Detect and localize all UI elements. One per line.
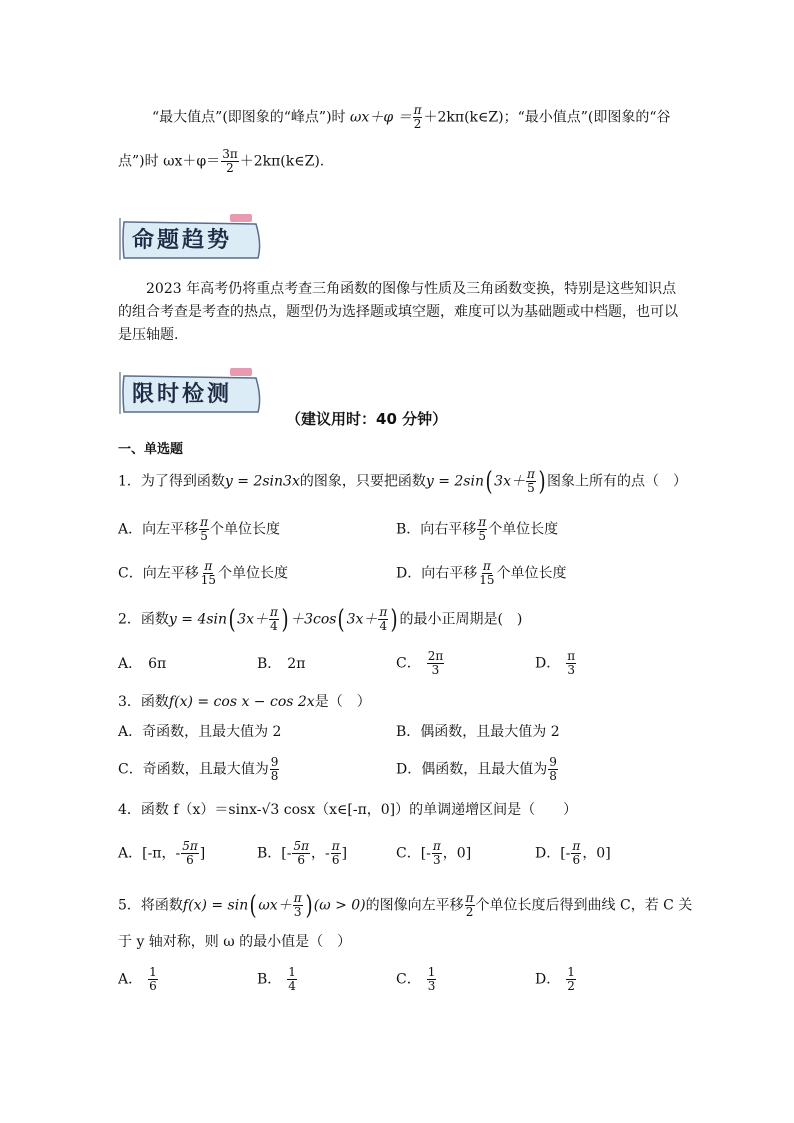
question-5-stem-line-1: 5．将函数f(x) = sin( ωx＋ $\frac{\pi}{3}$ ) (ω > 0)的图像向左平移 $\frac{\pi}{2}$ 个单位长度后得到曲线 C，若 C 关 [118, 890, 693, 921]
question-1-option-b[interactable]: B．向右平移 $\frac{\pi}{5}$ 个单位长度 [396, 515, 559, 543]
intro-text: 点”)时 ωx＋φ＝ [118, 153, 221, 170]
question-5-option-d[interactable]: D． $\frac{1}{2}$ [535, 965, 575, 993]
question-4-option-b[interactable]: B．[- $\frac{5\pi}{6}$ ，- $\frac{\pi}{6}$ ] [257, 839, 348, 867]
question-5-option-b[interactable]: B． $\frac{1}{4}$ [257, 965, 296, 993]
question-1-option-a[interactable]: A．向左平移 $\frac{\pi}{5}$ 个单位长度 [118, 515, 281, 543]
part-heading: 一、单选题 [118, 442, 184, 457]
question-5-option-a[interactable]: A． $\frac{1}{6}$ [118, 965, 157, 993]
question-1-option-c[interactable]: C．向左平移 $\frac{\pi}{15}$ 个单位长度 [118, 559, 288, 587]
question-2-option-d[interactable]: D． $\frac{\pi}{3}$ [535, 649, 576, 677]
intro-text: ＋2kπ(k∈Z)；“最小值点”(即图象的“谷 [423, 109, 671, 126]
formula: ωx＋φ ＝ [350, 109, 412, 126]
question-3-option-c[interactable]: C．奇函数，且最大值为 $\frac{9}{8}$ [118, 755, 279, 783]
question-2-option-c[interactable]: C． $\frac{2\pi}{3}$ [396, 649, 444, 677]
section-banner-test [118, 368, 268, 416]
question-4-option-c[interactable]: C．[- $\frac{\pi}{3}$ ，0] [396, 839, 472, 867]
question-2-option-b[interactable]: B． 2π [257, 656, 306, 672]
question-3-option-b[interactable]: B．偶函数，且最大值为 2 [396, 724, 560, 740]
intro-text: ＋2kπ(k∈Z). [239, 153, 325, 170]
question-5-option-c[interactable]: C． $\frac{1}{3}$ [396, 965, 436, 993]
intro-text: “最大值点”(即图象的“峰点”)时 [152, 109, 351, 126]
question-4-option-d[interactable]: D．[- $\frac{\pi}{6}$ ，0] [535, 839, 611, 867]
question-2-option-a[interactable]: A． 6π [118, 656, 167, 672]
fraction: $\frac{\pi}{2}$ [413, 103, 422, 131]
section-title: 命题趋势 [132, 228, 233, 253]
question-3-option-d[interactable]: D．偶函数，且最大值为 $\frac{9}{8}$ [396, 755, 557, 783]
intro-line-1 [152, 104, 671, 131]
question-4-stem: 4．函数 f（x）＝sinx-√3 cosx（x∈[-π，0]）的单调递增区间是（ ） [118, 802, 578, 818]
trend-paragraph [118, 278, 678, 347]
fraction: $\frac{3\pi}{2}$ [222, 147, 238, 175]
question-5-stem-line-2: 于 y 轴对称，则 ω 的最小值是（ ） [118, 934, 352, 950]
section-banner-trend [118, 214, 268, 262]
question-3-option-a[interactable]: A．奇函数，且最大值为 2 [118, 724, 282, 740]
question-4-option-a[interactable]: A．[-π，- $\frac{5\pi}{6}$ ] [118, 839, 206, 867]
section-title: 限时检测 [132, 382, 233, 407]
intro-line-2 [118, 148, 324, 175]
question-3-stem: 3．函数f(x) = cos x − cos 2x是（ ） [118, 694, 371, 710]
question-1-option-d[interactable]: D．向右平移 $\frac{\pi}{15}$ 个单位长度 [396, 559, 567, 587]
time-hint: （建议用时：40 分钟） [286, 410, 448, 428]
paragraph-text: 2023 年高考仍将重点考查三角函数的图像与性质及三角函数变换，特别是这些知识点的组合考查是考查的热点，题型仍为选择题或填空题，难度可以为基础题或中档题，也可以是压轴题. [118, 281, 678, 343]
question-2-stem: 2．函数y = 4sin( 3x＋ $\frac{\pi}{4}$ ) ＋3cos( 3x＋ $\frac{\pi}{4}$ ) 的最小正周期是( ) [118, 604, 523, 635]
question-1-stem: 1．为了得到函数y = 2sin3x的图象，只要把函数y = 2sin( 3x＋ $\frac{\pi}{5}$ ) 图象上所有的点（ ） [118, 466, 688, 497]
